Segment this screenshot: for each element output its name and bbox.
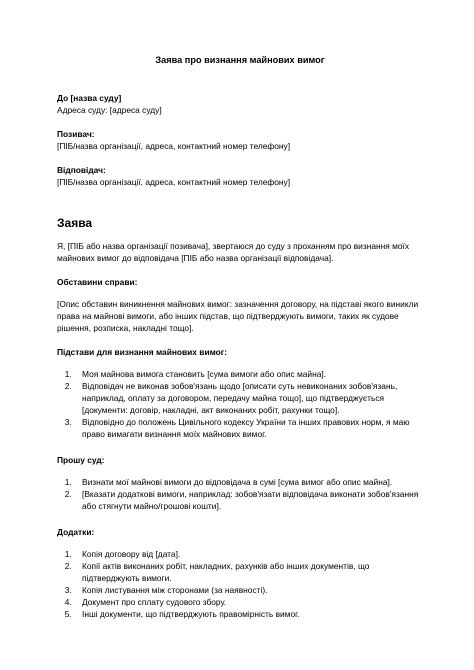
defendant-details: [ПІБ/назва організації, адреса, контактний номер телефону] bbox=[57, 177, 291, 187]
list-item: 3. Відповідно до положень Цивільного кодексу України та інших правових норм, я маю право вимагати визнання моїх майнових вимог. bbox=[74, 416, 423, 440]
circumstances-heading: Обставини справи: bbox=[57, 277, 138, 287]
attachments-list bbox=[57, 548, 423, 620]
attachments-heading: Додатки: bbox=[57, 527, 95, 537]
list-item: 1. Моя майнова вимога становить [сума вимоги або опис майна]. bbox=[74, 368, 423, 380]
request-heading: Прошу суд: bbox=[57, 455, 105, 465]
court-label: До [назва суду] bbox=[57, 93, 122, 103]
grounds-list bbox=[57, 368, 423, 440]
plaintiff-label: Позивач: bbox=[57, 129, 95, 139]
court-address: Адреса суду: [адреса суду] bbox=[57, 105, 162, 115]
plaintiff-block bbox=[57, 128, 423, 152]
list-item: 2. [Вказати додаткові вимоги, наприклад: зобов'язати відповідача виконати зобов'язання або стягнути майно/грошові кошти]. bbox=[74, 488, 423, 512]
defendant-block bbox=[57, 164, 423, 188]
plaintiff-details: [ПІБ/назва організації, адреса, контактний номер телефону] bbox=[57, 141, 291, 151]
list-item: 3. Копія листування між сторонами (за наявності). bbox=[74, 584, 423, 596]
list-item: 1. Визнати мої майнові вимоги до відповідача в сумі [сума вимог або опис майна]. bbox=[74, 476, 423, 488]
document-title: Заява про визнання майнових вимог bbox=[155, 55, 325, 65]
grounds-heading: Підстави для визнання майнових вимог: bbox=[57, 347, 228, 357]
list-item: 1. Копія договору від [дата]. bbox=[74, 548, 423, 560]
circumstances-text: [Опис обставин виникнення майнових вимог: зазначення договору, на підставі якого виникли права на майнові вимоги, або інших підстав, що підтверджують вимоги, таких як судове рішення, розписка, накладні тощо]. bbox=[57, 299, 419, 333]
statement-heading: Заява bbox=[57, 216, 93, 230]
defendant-label: Відповідач: bbox=[57, 165, 106, 175]
court-block bbox=[57, 92, 423, 116]
document-content bbox=[57, 54, 423, 634]
list-item: 2. Копії актів виконаних робіт, накладних, рахунків або інших документів, що підтверджують вимоги. bbox=[74, 560, 423, 584]
list-item: 2. Відповідач не виконав зобов'язань щодо [описати суть невиконаних зобов'язань, наприклад, оплату за договором, передачу майна тощо], що підтверджується [документи: договір, накладні, акт виконаних робіт, рахунки тощо]. bbox=[74, 380, 423, 416]
intro-paragraph: Я, [ПІБ або назва організації позивача], звертаюся до суду з проханням про визнання моїх майнових вимог до відповідача [ПІБ або назва організації відповідача]. bbox=[57, 241, 410, 263]
list-item: 5. Інші документи, що підтверджують правомірність вимог. bbox=[74, 608, 423, 620]
list-item: 4. Документ про сплату судового збору. bbox=[74, 596, 423, 608]
request-list bbox=[57, 476, 423, 512]
